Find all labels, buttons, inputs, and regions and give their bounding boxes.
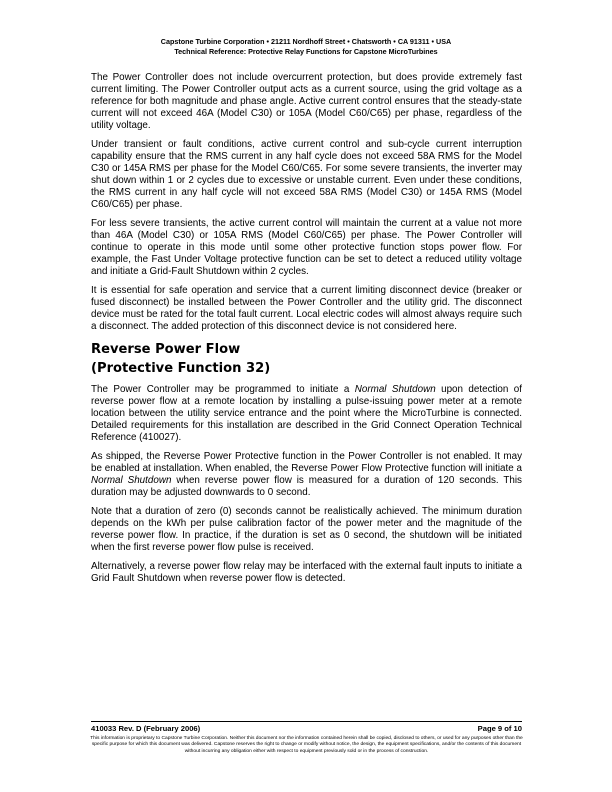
emphasis-normal-shutdown: Normal Shutdown bbox=[91, 475, 172, 486]
text-run: upon detection of reverse power flow at a remote location by installing a pulse-issuing power meter at a remote location between the utility service entrance and the point where the MicroTurbine is connected. Detailed requirements for this installation are described in the Grid Connect Operation Technical Reference (410027). bbox=[91, 384, 522, 443]
section-title-reverse-power-flow bbox=[91, 340, 522, 378]
paragraph-disconnect-device: It is essential for safe operation and service that a current limiting disconnect device (breaker or fused disconnect) be installed between the Power Controller and the utility grid. The disconnect device must be rated for the total fault current. Local electric codes will almost always require such a disconnect. The added protection of this disconnect device is not considered here. bbox=[91, 285, 522, 332]
header-company-address: Capstone Turbine Corporation • 21211 Nordhoff Street • Chatsworth • CA 91311 • USA bbox=[160, 37, 452, 46]
text-run: when reverse power flow is measured for a duration of 120 seconds. This duration may be adjusted downwards to 0 second. bbox=[91, 475, 522, 498]
page-header bbox=[0, 37, 612, 57]
footer-document-revision: 410033 Rev. D (February 2006) bbox=[91, 724, 201, 733]
section-title-line2: (Protective Function 32) bbox=[91, 361, 271, 376]
text-run: The Power Controller may be programmed to initiate a bbox=[91, 384, 355, 395]
footer-proprietary-notice: This information is proprietary to Capstone Turbine Corporation. Neither this document nor the information contained herein shall be copied, disclosed to others, or used for any purposes other than the specific purpose for which this document was delivered. Capstone reserves the right to change or modify without notice, the design, the equipment specifications, and/or the contents of this document without incurring any obligation either with respect to equipment previously sold or in the process of construction. bbox=[90, 736, 523, 754]
paragraph-as-shipped bbox=[91, 451, 522, 499]
paragraph-less-severe-transients: For less severe transients, the active current control will maintain the current at a value not more than 46A (Model C30) or 105A RMS (Model C60/C65) per phase. The Power Controller will continue to operate in this mode until some other protective function stops power flow. For example, the Fast Under Voltage protective function can be set to detect a reduced utility voltage and initiate a Grid-Fault Shutdown within 2 cycles. bbox=[91, 218, 522, 277]
footer-divider bbox=[91, 721, 522, 722]
paragraph-reverse-power-setup bbox=[91, 384, 522, 444]
footer-page-number: Page 9 of 10 bbox=[477, 724, 522, 733]
paragraph-transient-fault: Under transient or fault conditions, active current control and sub-cycle current interruption capability ensure that the RMS current in any half cycle does not exceed 58A RMS for the Model C30 or 145A RMS per phase for the Model C60/C65. For some severe transients, the inverter may shut down within 1 or 2 cycles due to excessive or unstable current. Even under these conditions, the RMS current in any half cycle will not exceed 58A RMS (Model C30) or 145A RMS (Model C60/C65) per phase. bbox=[91, 139, 522, 210]
document-body bbox=[91, 72, 522, 592]
emphasis-normal-shutdown: Normal Shutdown bbox=[354, 384, 436, 395]
paragraph-alternative-relay: Alternatively, a reverse power flow relay may be interfaced with the external fault inputs to initiate a Grid Fault Shutdown when reverse power flow is detected. bbox=[91, 561, 522, 584]
paragraph-current-limiting: The Power Controller does not include overcurrent protection, but does provide extremely fast current limiting. The Power Controller output acts as a current source, using the grid voltage as a reference for both magnitude and phase angle. Active current control ensures that the steady-state current will not exceed 46A (Model C30) or 105A (Model C60/C65) per phase, regardless of the utility voltage. bbox=[91, 72, 522, 131]
paragraph-zero-duration-note: Note that a duration of zero (0) seconds cannot be realistically achieved. The minimum duration depends on the kWh per pulse calibration factor of the power meter and the magnitude of the reverse power flow. In practice, if the duration is set as 0 second, the shutdown will be initiated when the first reverse power flow pulse is received. bbox=[91, 506, 522, 553]
header-document-title: Technical Reference: Protective Relay Functions for Capstone MicroTurbines bbox=[174, 47, 438, 56]
section-title-line1: Reverse Power Flow bbox=[91, 342, 241, 357]
text-run: As shipped, the Reverse Power Protective function in the Power Controller is not enabled. It may be enabled at installation. When enabled, the Reverse Power Flow Protective function will initiate a bbox=[91, 451, 522, 474]
